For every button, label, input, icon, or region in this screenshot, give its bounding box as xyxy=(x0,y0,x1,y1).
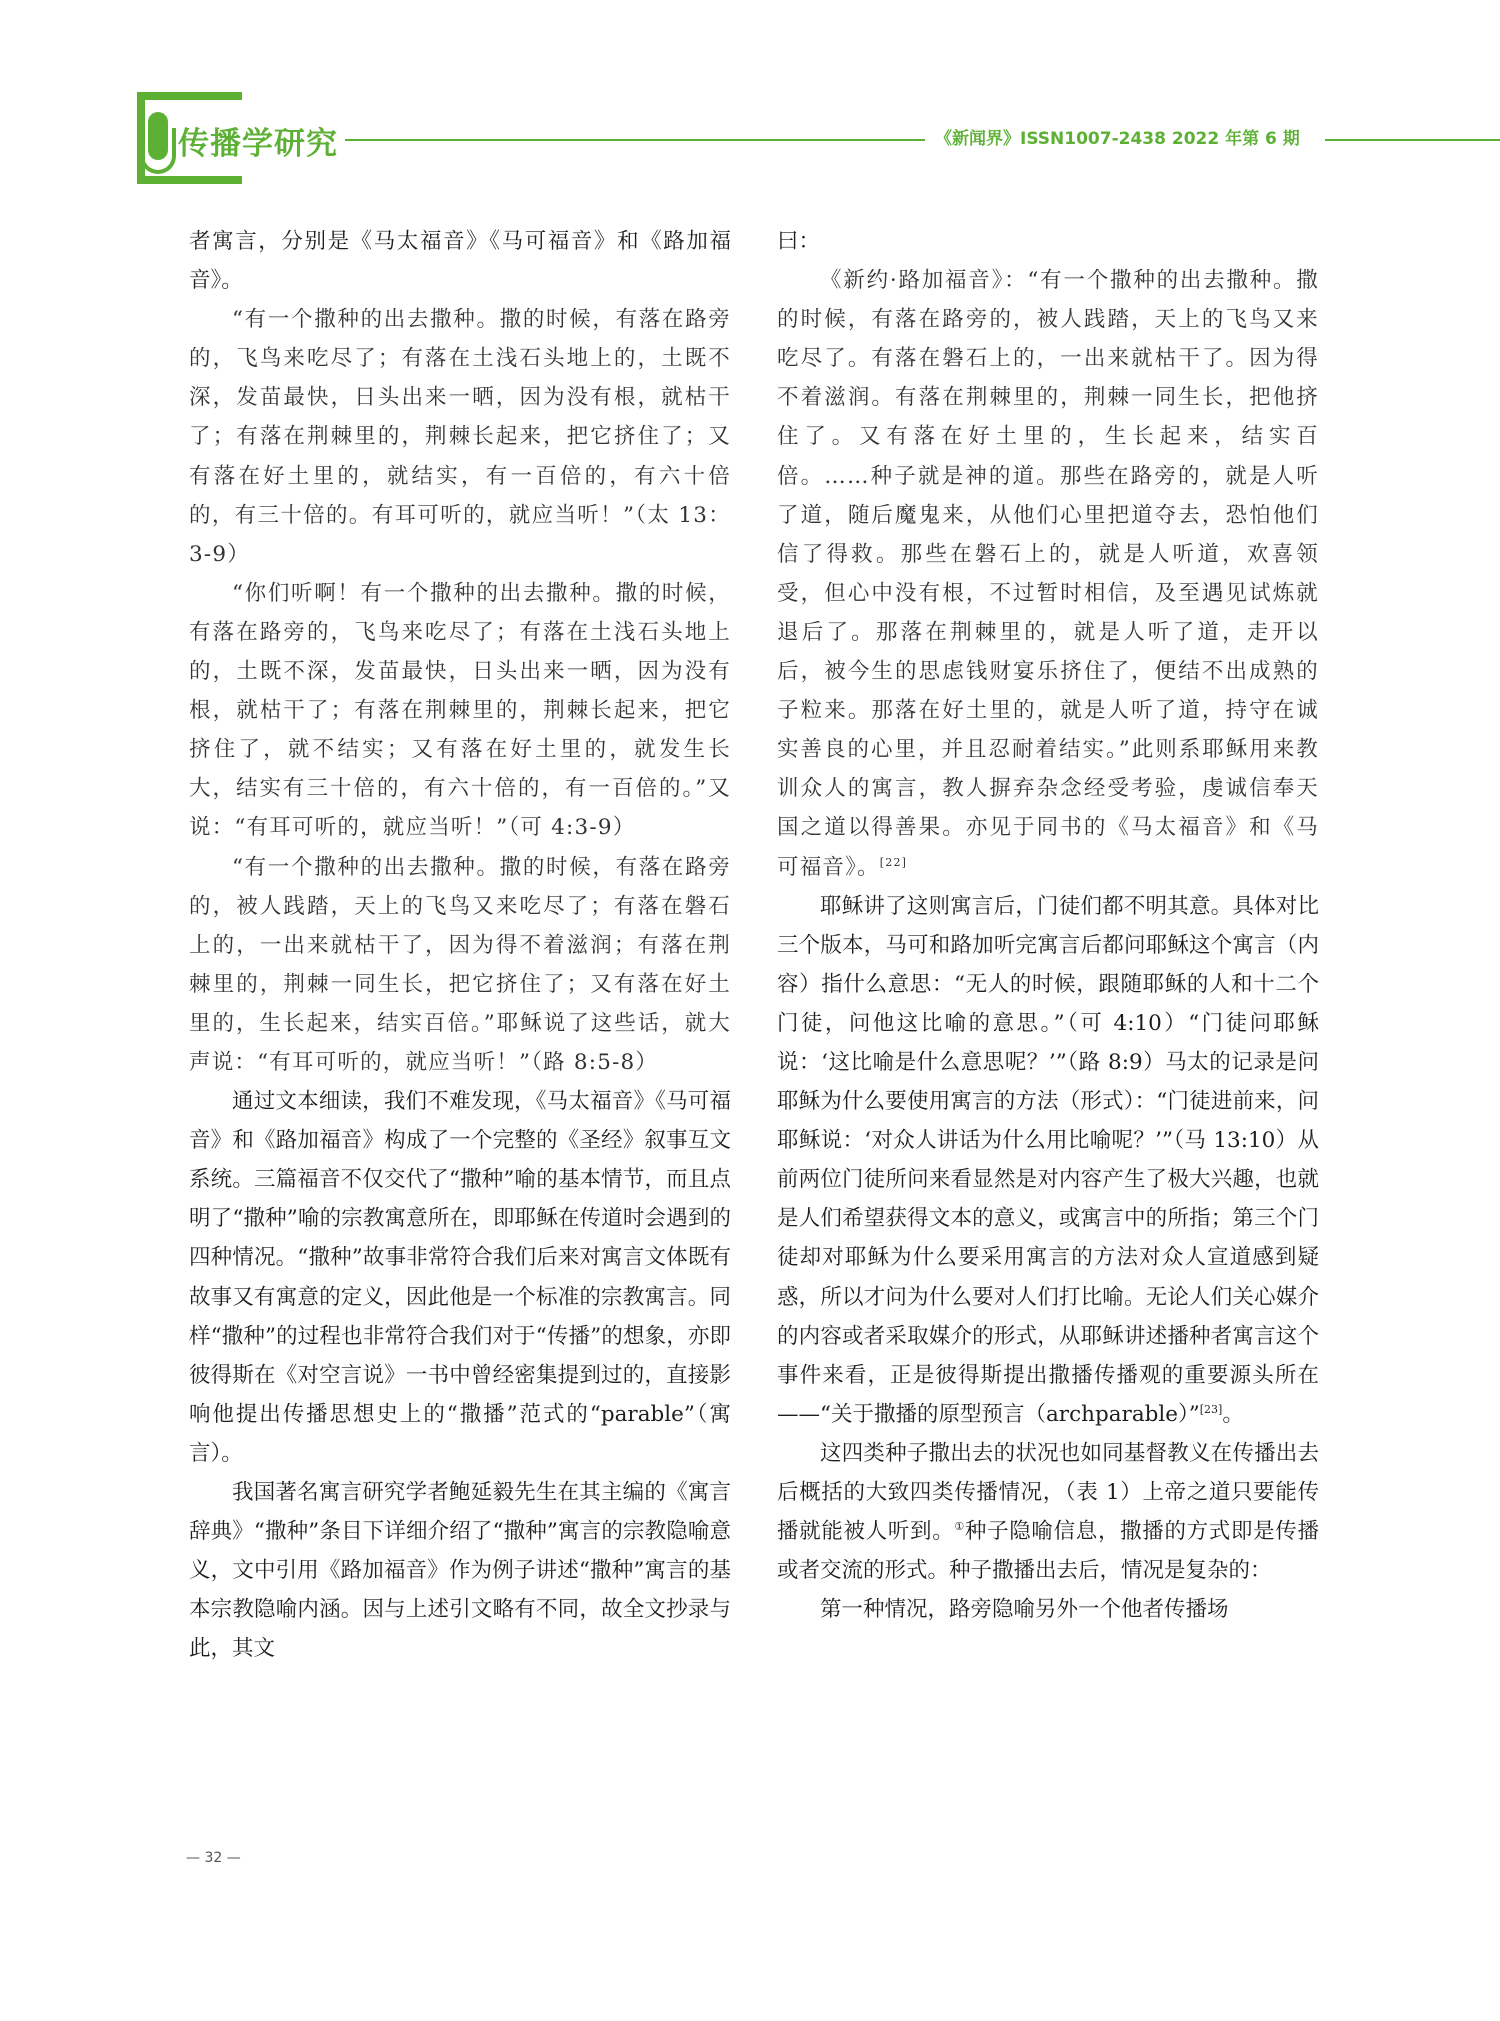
page-number: — 32 — xyxy=(186,1850,241,1866)
paragraph-continuation: 曰： xyxy=(777,229,821,254)
left-column xyxy=(189,222,731,1668)
body-text: 耶稣讲了这则寓言后，门徒们都不明其意。具体对比三个版本，马可和路加听完寓言后都问耶稣这个寓言（内容）指什么意思：“无人的时候，跟随耶稣的人和十二个门徒，问他这比喻的意思。”（可 4:10）“门徒问耶稣说：‘这比喻是什么意思呢？’”（路 8:9）马太的记录是问耶稣为什么要使用寓言的方法（形式）：“门徒进前来，问耶稣说：‘对众人讲话为什么用比喻呢？’”（马 13:10）从前两位门徒所问来看显然是对内容产生了极大兴趣，也就是人们希望获得文本的意义，或寓言中的所指；第三个门徒却对耶稣为什么要采用寓言的方法对众人宣道感到疑惑，所以才问为什么要对人们打比喻。无论人们关心媒介的内容或者采取媒介的形式，从耶稣讲述播种者寓言这个事件来看，正是彼得斯提出撒播传播观的重要源头所在——“关于撒播的原型预言（archparable）” xyxy=(777,893,1319,1427)
body-text: 这四类种子撒出去的状况也如同基督教义在传播出去后概括的大致四类传播情况，（表 1）上帝之道只要能传播就能被人听到。 xyxy=(777,1440,1319,1545)
body-paragraph: 第一种情况，路旁隐喻另外一个他者传播场 xyxy=(820,1597,1229,1623)
quote-dictionary-entry xyxy=(777,261,1319,887)
body-text-end: 。 xyxy=(1222,1401,1244,1427)
body-paragraph: 通过文本细读，我们不难发现，《马太福音》《马可福音》和《路加福音》构成了一个完整的《圣经》叙事互文系统。三篇福音不仅交代了“撒种”喻的基本情节，而且点明了“撒种”喻的宗教寓意所在，即耶稣在传道时会遇到的四种情况。“撒种”故事非常符合我们后来对寓言文体既有故事又有寓意的定义，因此他是一个标准的宗教寓言。同样“撒种”的过程也非常符合我们对于“传播”的想象，亦即彼得斯在《对空言说》一书中曾经密集提到过的，直接影响他提出传播思想史上的“撒播”范式的“parable”（寓言）。 xyxy=(189,1089,731,1466)
body-paragraph xyxy=(777,887,1319,1434)
quote-text: 《新约·路加福音》：“有一个撒种的出去撒种。撒的时候，有落在路旁的，被人践踏，天上的飞鸟又来吃尽了。有落在磐石上的，一出来就枯干了。因为得不着滋润。有落在荆棘里的，荆棘一同生长，把他挤住了。又有落在好土里的，生长起来，结实百倍。……种子就是神的道。那些在路旁的，就是人听了道，随后魔鬼来，从他们心里把道夺去，恐怕他们信了得救。那些在磐石上的，就是人听道，欢喜领受，但心中没有根，不过暂时相信，及至遇见试炼就退后了。那落在荆棘里的，就是人听了道，走开以后，被今生的思虑钱财宴乐挤住了，便结不出成熟的子粒来。那落在好土里的，就是人听了道，持守在诚实善良的心里，并且忍耐着结实。”此则系耶稣用来教训众人的寓言，教人摒弃杂念经受考验，虔诚信奉天国之道以得善果。亦见于同书的《马太福音》和《马可福音》。 xyxy=(777,268,1319,880)
body-paragraph xyxy=(777,1434,1319,1590)
quote-matthew: “有一个撒种的出去撒种。撒的时候，有落在路旁的，飞鸟来吃尽了；有落在土浅石头地上的，土既不深，发苗最快，日头出来一晒，因为没有根，就枯干了；有落在荆棘里的，荆棘长起来，把它挤住了；又有落在好土里的，就结实，有一百倍的，有六十倍的，有三十倍的。有耳可听的，就应当听！”（太 13：3-9） xyxy=(189,307,731,567)
microphone-icon xyxy=(148,112,168,160)
body-text: 种子隐喻信息，撒播的方式即是传播或者交流的形式。种子撒播出去后，情况是复杂的： xyxy=(777,1519,1319,1584)
section-title: 传播学研究 xyxy=(178,126,338,162)
journal-info: 《新闻界》ISSN1007-2438 2022 年第 6 期 xyxy=(935,129,1300,149)
body-paragraph: 我国著名寓言研究学者鲍延毅先生在其主编的《寓言辞典》“撒种”条目下详细介绍了“撒种”寓言的宗教隐喻意义，文中引用《路加福音》作为例子讲述“撒种”寓言的基本宗教隐喻内涵。因与上述引文略有不同，故全文抄录与此，其文 xyxy=(189,1480,731,1662)
header-rule-left xyxy=(345,139,925,141)
quote-luke: “有一个撒种的出去撒种。撒的时候，有落在路旁的，被人践踏，天上的飞鸟又来吃尽了；有落在磐石上的，一出来就枯干了，因为得不着滋润；有落在荆棘里的，荆棘一同生长，把它挤住了；又有落在好土里的，生长起来，结实百倍。”耶稣说了这些话，就大声说：“有耳可听的，就应当听！”（路 8:5-8） xyxy=(189,854,731,1075)
paragraph-continuation: 者寓言，分别是《马太福音》《马可福音》和《路加福音》。 xyxy=(189,229,731,294)
header-rule-right xyxy=(1325,139,1500,141)
citation-23: [23] xyxy=(1199,1402,1223,1416)
right-column xyxy=(777,222,1319,1629)
footnote-marker-1: ① xyxy=(954,1519,965,1533)
quote-mark: “你们听啊！有一个撒种的出去撒种。撒的时候，有落在路旁的，飞鸟来吃尽了；有落在土浅石头地上的，土既不深，发苗最快，日头出来一晒，因为没有根，就枯干了；有落在荆棘里的，荆棘长起来，把它挤住了，就不结实；又有落在好土里的，就发生长大，结实有三十倍的，有六十倍的，有一百倍的。”又说：“有耳可听的，就应当听！”（可 4:3-9） xyxy=(189,580,731,841)
citation-22: [22] xyxy=(879,855,908,869)
